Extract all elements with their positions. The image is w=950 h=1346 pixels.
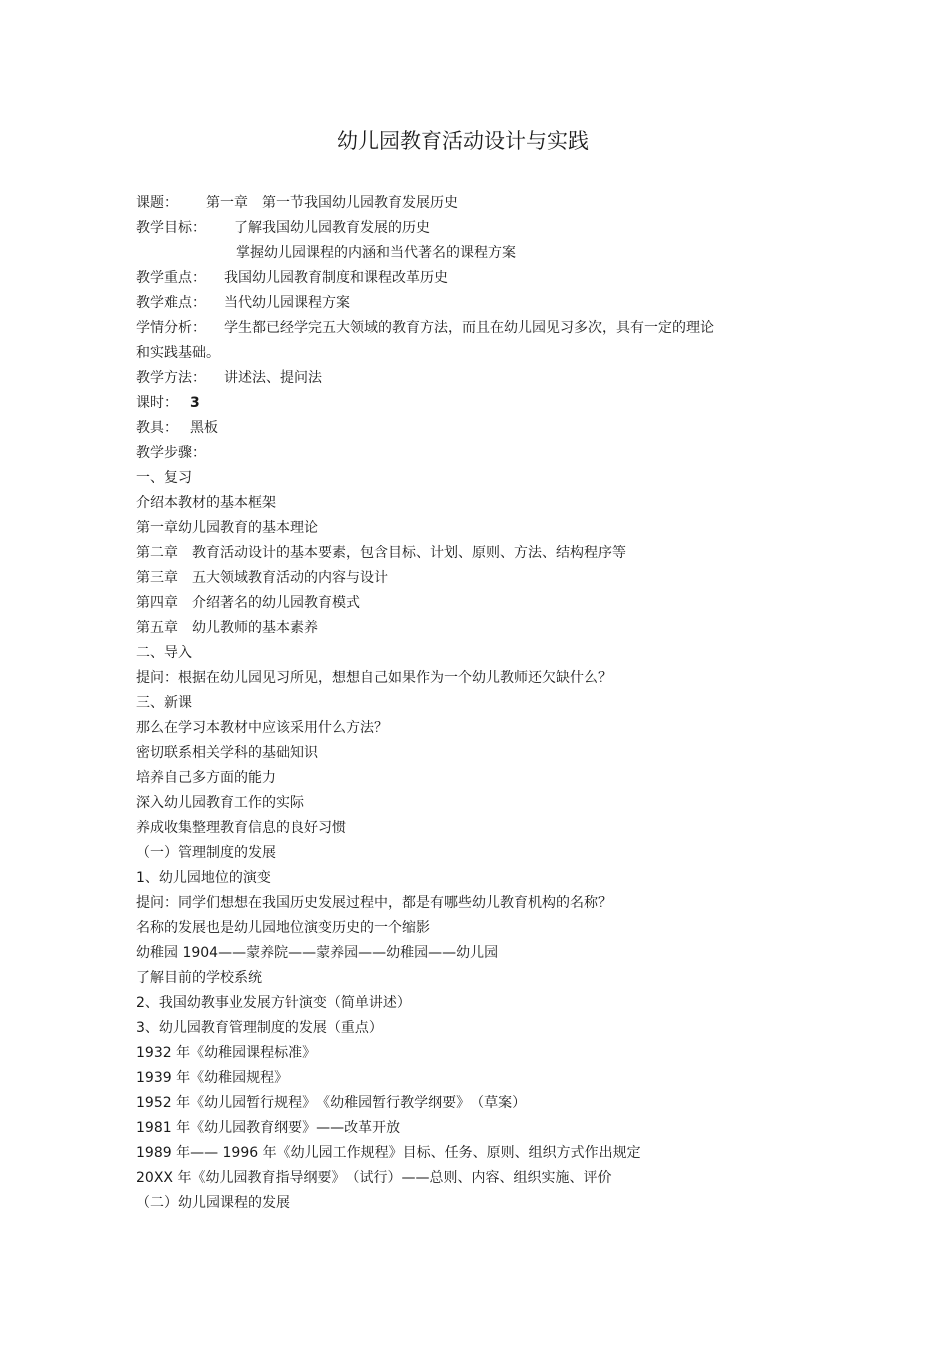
hours-label: 课时： (136, 395, 178, 411)
body-line: 1、幼儿园地位的演变 (136, 870, 271, 886)
body-line: 深入幼儿园教育工作的实际 (136, 795, 304, 811)
difficulty-value: 当代幼儿园课程方案 (224, 295, 350, 311)
body-line: 名称的发展也是幼儿园地位演变历史的一个缩影 (136, 920, 430, 936)
body-line: 第四章 介绍著名的幼儿园教育模式 (136, 595, 360, 611)
body-line: 密切联系相关学科的基础知识 (136, 745, 318, 761)
method-value: 讲述法、提问法 (224, 370, 322, 386)
topic-label: 课题： (136, 195, 178, 211)
lesson-plan-body (136, 191, 776, 1216)
method-line (136, 366, 776, 391)
body-line: 第五章 幼儿教师的基本素养 (136, 620, 318, 636)
focus-line (136, 266, 776, 291)
focus-label: 教学重点： (136, 270, 206, 286)
document-title: 幼儿园教育活动设计与实践 (337, 129, 589, 153)
body-line: 幼稚园 1904——蒙养院——蒙养园——幼稚园——幼儿园 (136, 945, 499, 961)
goal-value-1: 了解我国幼儿园教育发展的历史 (234, 220, 430, 236)
body-line: （二）幼儿园课程的发展 (136, 1195, 290, 1211)
difficulty-line (136, 291, 776, 316)
body-line: 第三章 五大领域教育活动的内容与设计 (136, 570, 388, 586)
goal-label: 教学目标： (136, 220, 206, 236)
difficulty-label: 教学难点： (136, 295, 206, 311)
analysis-line-2 (136, 341, 776, 366)
body-line: 1981 年《幼儿园教育纲要》——改革开放 (136, 1120, 401, 1136)
tools-value: 黑板 (190, 420, 218, 436)
hours-line (136, 391, 776, 416)
goal-line-2 (136, 241, 776, 266)
topic-line (136, 191, 776, 216)
body-line: 1939 年《幼稚园规程》 (136, 1070, 289, 1086)
tools-label: 教具： (136, 420, 178, 436)
body-line: 一、复习 (136, 470, 192, 486)
body-line: 3、幼儿园教育管理制度的发展（重点） (136, 1020, 383, 1036)
analysis-label: 学情分析： (136, 320, 206, 336)
body-line: 二、导入 (136, 645, 192, 661)
body-line: （一）管理制度的发展 (136, 845, 276, 861)
body-line: 那么在学习本教材中应该采用什么方法？ (136, 720, 388, 736)
analysis-value-1: 学生都已经学完五大领域的教育方法，而且在幼儿园见习多次，具有一定的理论 (224, 320, 714, 336)
body-line: 提问：同学们想想在我国历史发展过程中，都是有哪些幼儿教育机构的名称？ (136, 895, 612, 911)
body-line: 介绍本教材的基本框架 (136, 495, 276, 511)
analysis-value-2: 和实践基础。 (136, 345, 220, 361)
body-line: 第二章 教育活动设计的基本要素，包含目标、计划、原则、方法、结构程序等 (136, 545, 626, 561)
topic-value: 第一章 第一节我国幼儿园教育发展历史 (206, 195, 458, 211)
body-line: 1932 年《幼稚园课程标准》 (136, 1045, 317, 1061)
hours-value: 3 (190, 395, 200, 411)
body-line: 1989 年—— 1996 年《幼儿园工作规程》目标、任务、原则、组织方式作出规定 (136, 1145, 641, 1161)
steps-line (136, 441, 776, 466)
body-line: 1952 年《幼儿园暂行规程》 《幼稚园暂行教学纲要》 （草案） (136, 1095, 527, 1111)
body-line: 2、我国幼教事业发展方针演变（简单讲述） (136, 995, 411, 1011)
body-line: 三、新课 (136, 695, 192, 711)
goal-line (136, 216, 776, 241)
analysis-line (136, 316, 776, 341)
body-line: 20XX 年《幼儿园教育指导纲要》 （试行）——总则、内容、组织实施、评价 (136, 1170, 612, 1186)
steps-label: 教学步骤： (136, 445, 206, 461)
body-line: 第一章幼儿园教育的基本理论 (136, 520, 318, 536)
method-label: 教学方法： (136, 370, 206, 386)
body-line: 培养自己多方面的能力 (136, 770, 276, 786)
body-line: 了解目前的学校系统 (136, 970, 262, 986)
goal-value-2: 掌握幼儿园课程的内涵和当代著名的课程方案 (236, 245, 516, 261)
focus-value: 我国幼儿园教育制度和课程改革历史 (224, 270, 448, 286)
body-line: 提问：根据在幼儿园见习所见，想想自己如果作为一个幼儿教师还欠缺什么？ (136, 670, 612, 686)
tools-line (136, 416, 776, 441)
body-line: 养成收集整理教育信息的良好习惯 (136, 820, 346, 836)
